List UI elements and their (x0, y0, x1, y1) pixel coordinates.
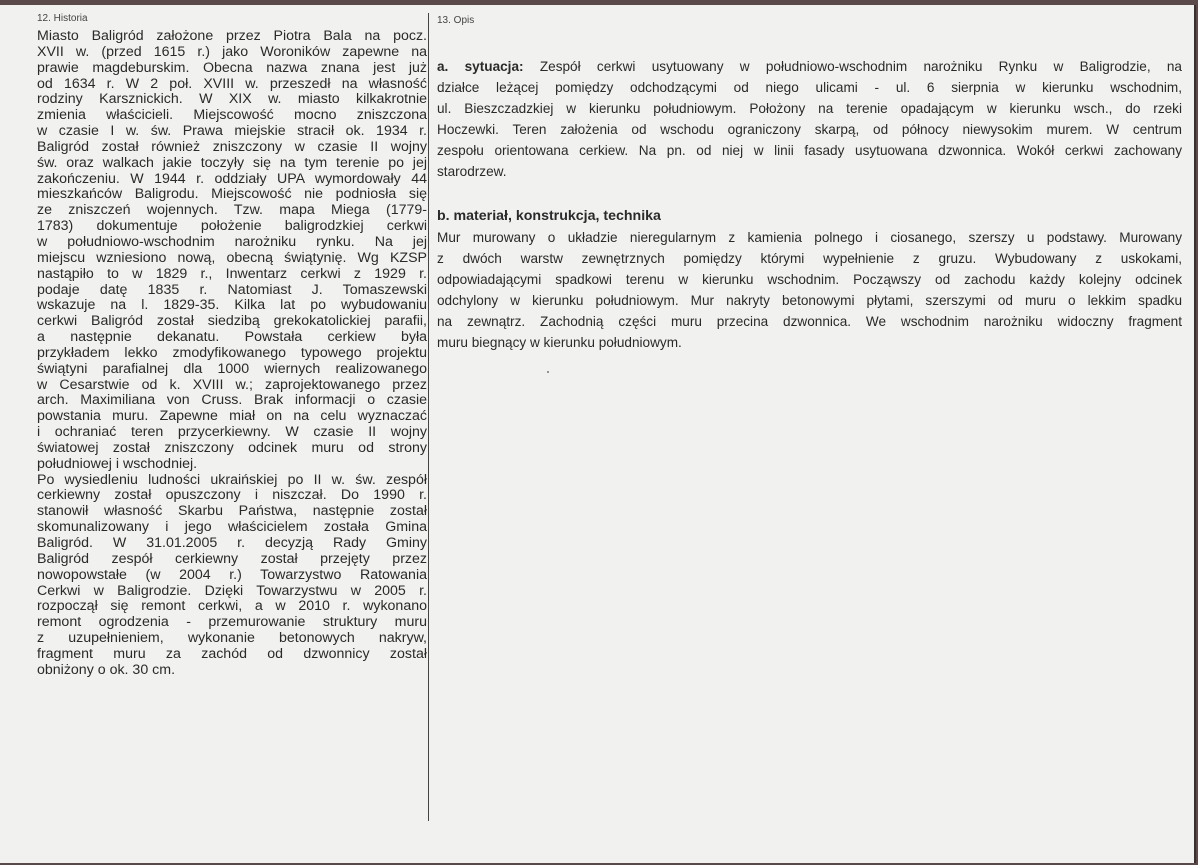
text-line: Po wysiedleniu ludności ukraińskiej po II w. św. zespół (37, 471, 427, 488)
text-line: nastąpiło to w 1829 r., Inwentarz cerkwi z 1929 r. (37, 265, 427, 282)
section-b-heading: b. materiał, konstrukcja, technika (437, 208, 661, 224)
description-text (437, 56, 1182, 353)
text-line: prawie magdeburskim. Obecna nazwa znana jest już (37, 59, 427, 76)
text-line: zespołu orientowana cerkiew. Na pn. od niej w linii fasady usytuowana dzwonnica. Wokół cerkwi zachowany (437, 143, 1182, 158)
text-line: cerkiewny został opuszczony i niszczał. Do 1990 r. (37, 487, 427, 504)
text-line: stanowił własność Skarbu Państwa, następnie został (37, 503, 427, 520)
text-line: odpowiadającymi spadkowi terenu w kierunku wschodnim. Począwszy od zachodu każdy kolejny odcinek (437, 272, 1182, 287)
text-line: światowej został zniszczony odcinek muru od strony (37, 439, 427, 456)
section-a (437, 56, 1182, 182)
text-line: podaje datę 1835 r. Natomiast J. Tomaszewski (37, 281, 427, 298)
text-line: miejscu wzniesiono nową, obecną świątynię. Wg KZSP (37, 249, 427, 266)
text-line: arch. Maximiliana von Cruss. Brak informacji o czasie (37, 392, 427, 409)
text-line: południowej i wschodniej. (37, 455, 198, 472)
text-line: powstania muru. Zapewne miał on na celu wyznaczać (37, 408, 427, 425)
text-line: od 1634 r. W 2 poł. XVIII w. przeszedł na własność (37, 75, 427, 92)
text-line: muru biegnący w kierunku południowym. (437, 335, 682, 350)
text-line: w czasie I w. św. Prawa miejskie stracił ok. 1934 r. (37, 123, 427, 140)
text-line: skomunalizowany i jego właścicielem została Gmina (37, 519, 427, 536)
text-line: w Cesarstwie od k. XVIII w.; zaprojektowanego przez (37, 376, 427, 393)
section-a-first-line (437, 56, 1182, 77)
text-line: a następnie dekanatu. Powstała cerkiew była (37, 329, 427, 346)
text-line: Miasto Baligród założone przez Piotra Bala na pocz. (37, 28, 427, 44)
text-line: Baligród. W 31.01.2005 r. decyzją Rady Gminy (37, 535, 427, 551)
text-line: Mur murowany o układzie nieregularnym z kamienia polnego i ciosanego, szerszy u podstawy. Murowany (437, 230, 1182, 245)
text-line: cerkwi Baligród został siedzibą grekokatolickiej parafii, (37, 313, 427, 330)
text-line: Cerkwi w Baligrodzie. Dzięki Towarzystwu w 2005 r. (37, 582, 427, 599)
text-line: XVII w. (przed 1615 r.) jako Woroników zapewne na (37, 43, 427, 60)
text-line: na zewnątrz. Zachodnią części muru przecina dzwonnica. We wschodnim narożniku widoczny fragment (437, 314, 1182, 329)
text-line: działce leżącej pomiędzy odchodzącymi od niego ulicami - ul. 6 sierpnia w kierunku wschodnim, (437, 80, 1182, 95)
text-line: ul. Bieszczadzkiej w kierunku południowym. Położony na terenie opadającym w kierunku wsch., do rzeki (437, 101, 1182, 116)
description-section-label: 13. Opis (437, 15, 475, 26)
text-line: Hoczewki. Teren założenia od wschodu ograniczony skarpą, od północy niewysokim murem. W centrum (437, 122, 1182, 137)
history-text (37, 29, 427, 679)
text-line: w południowo-wschodnim narożniku rynku. Na jej (37, 233, 427, 250)
history-section-label: 12. Historia (37, 13, 88, 24)
text-line: remont ogrodzenia - przemurowanie struktury muru (37, 614, 427, 631)
text-line: obniżony o ok. 30 cm. (37, 661, 176, 678)
text-line: wskazuje na l. 1829-35. Kilka lat po wybudowaniu (37, 297, 427, 314)
text-line: świątyni parafialnej dla 1000 wiernych realizowanego (37, 360, 427, 377)
text-line: z uzupełnieniem, wykonanie betonowych nakryw, (37, 630, 427, 647)
text-line: Baligród zespół cerkiewny został przejęty przez (37, 550, 427, 567)
text-line: św. oraz walkach jakie toczyły się na tym terenie po jej (37, 154, 427, 171)
text-line: przykładem lekko zmodyfikowanego typowego projektu (37, 344, 427, 361)
text-line: z dwóch warstw zewnętrznych pomiędzy którymi wypełnienie z gruzu. Wybudowany z uskokami, (437, 251, 1182, 266)
text-line: 1783) dokumentuje położenie baligrodzkiej cerkwi (37, 218, 427, 235)
text-line: nowopowstałe (w 2004 r.) Towarzystwo Ratowania (37, 566, 427, 583)
text-line: rodziny Karsznickich. W XIX w. miasto kilkakrotnie (37, 91, 427, 108)
text-line: mieszkańców Baligrodu. Miejscowość nie podniosła się (37, 186, 427, 203)
text-line: odchylony w kierunku południowym. Mur nakryty betonowymi płytami, szerszymi od muru o lekkim spadku (437, 293, 1182, 308)
text-line: i ochraniać teren przycerkiewny. W czasie II wojny (37, 424, 427, 441)
section-b-text (437, 227, 1182, 353)
text-line: ze zniszczeń wojennych. Tzw. mapa Miega (1779- (37, 202, 427, 219)
text-line: rozpoczął się remont cerkwi, a w 2010 r. wykonano (37, 598, 427, 615)
text-line: starodrzew. (437, 164, 507, 179)
section-a-first-line-text: Zespół cerkwi usytuowany w południowo-wschodnim narożniku Rynku w Baligrodzie, na (523, 59, 1182, 74)
text-line: fragment muru za zachód od dzwonnicy został (37, 645, 427, 662)
text-line: Baligród został również zniszczony w czasie II wojny (37, 138, 427, 155)
text-line: zakończeniu. W 1944 r. oddziały UPA wymordowały 44 (37, 170, 427, 187)
text-line: zmienia właścicieli. Miejscowość mocno zniszczona (37, 107, 427, 124)
scan-speck (547, 371, 549, 373)
column-divider (428, 13, 429, 821)
document-page (0, 5, 1196, 863)
section-a-lead: a. sytuacja: (437, 59, 524, 74)
